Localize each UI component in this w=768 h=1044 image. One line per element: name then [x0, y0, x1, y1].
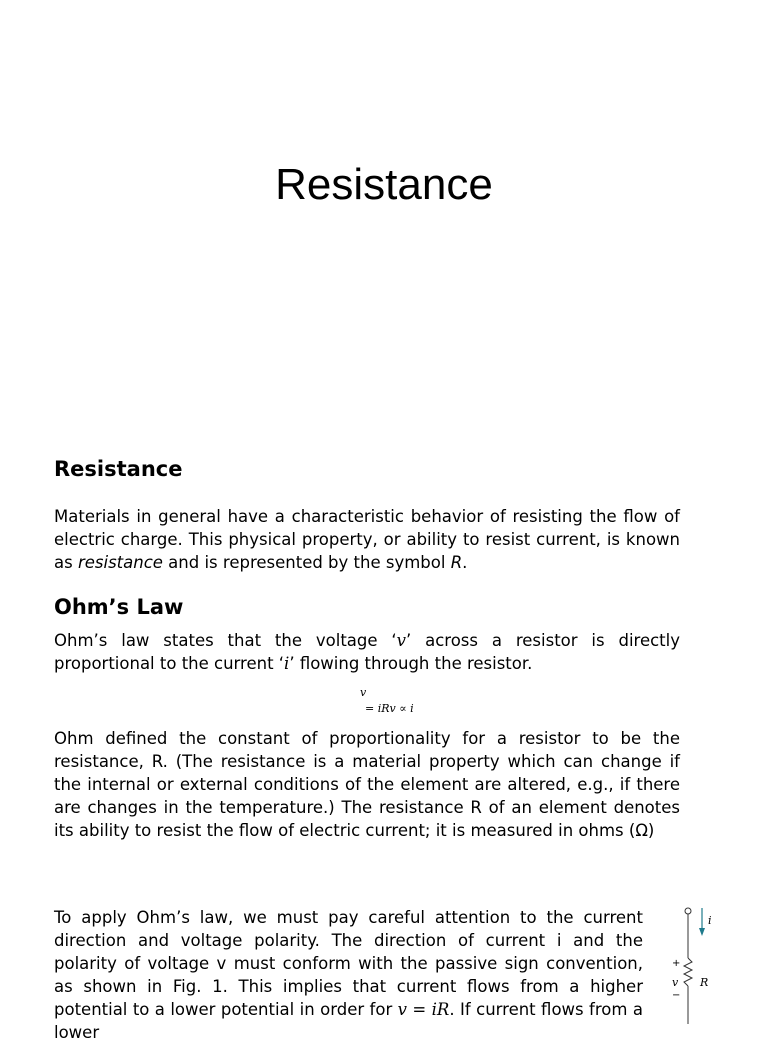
text-run: Materials in general have a characteristic behavior of resisting the flow of electric charge. This physical property, or ability to resist current, is known as [54, 507, 680, 572]
current-label: i [708, 914, 712, 927]
text-run: ’ across a resistor is directly proportional to the current ‘ [54, 631, 680, 673]
text-run: and is represented by the symbol [162, 553, 451, 572]
text-run: ’ flowing through the resistor. [289, 654, 533, 673]
section-heading-ohms-law: Ohm’s Law [54, 595, 184, 619]
equation-line-1: v [360, 686, 367, 699]
math-symbol: i [284, 654, 290, 673]
voltage-label: v [672, 976, 679, 989]
text-run: To apply Ohm’s law, we must pay careful attention to the current direction and voltage polarity. The direction of current i and the polarity of voltage v must conform with the passive sign convention, as shown in Fig. 1. This implies that current flows from a higher potential to a lower potential in order for [54, 908, 643, 1019]
emphasis-term: resistance [77, 553, 163, 572]
math-symbol: v [396, 631, 406, 650]
page-title: Resistance [275, 160, 493, 209]
resistance-paragraph [54, 505, 680, 574]
inline-equation: v = iR [397, 1000, 450, 1019]
text-run: Ohm’s law states that the voltage ‘ [54, 631, 397, 650]
symbol: R [450, 553, 463, 572]
current-arrow-head-icon [699, 928, 705, 936]
resistor-figure [664, 900, 724, 1024]
section-heading-resistance: Resistance [54, 457, 183, 481]
terminal-node [685, 908, 691, 914]
text-run: . If current flows from a lower [54, 1000, 643, 1042]
text-run: . [462, 553, 468, 572]
proportionality-paragraph: Ohm defined the constant of proportionality for a resistor to be the resistance, R. (The resistance is a material property which can change if the internal or external conditions of the element are altered, e.g., if there are changes in the temperature.) The resistance R of an element denotes its ability to resist the flow of electric current; it is measured in ohms (Ω) [54, 729, 680, 840]
plus-sign: + [672, 958, 681, 969]
minus-sign: − [672, 990, 681, 1001]
ohms-law-paragraph [54, 629, 680, 675]
sign-convention-paragraph [54, 906, 643, 1044]
resistor-label: R [700, 976, 709, 989]
equation-line-2: = iRv ∝ i [365, 702, 414, 715]
resistor-zigzag-icon [684, 958, 692, 986]
